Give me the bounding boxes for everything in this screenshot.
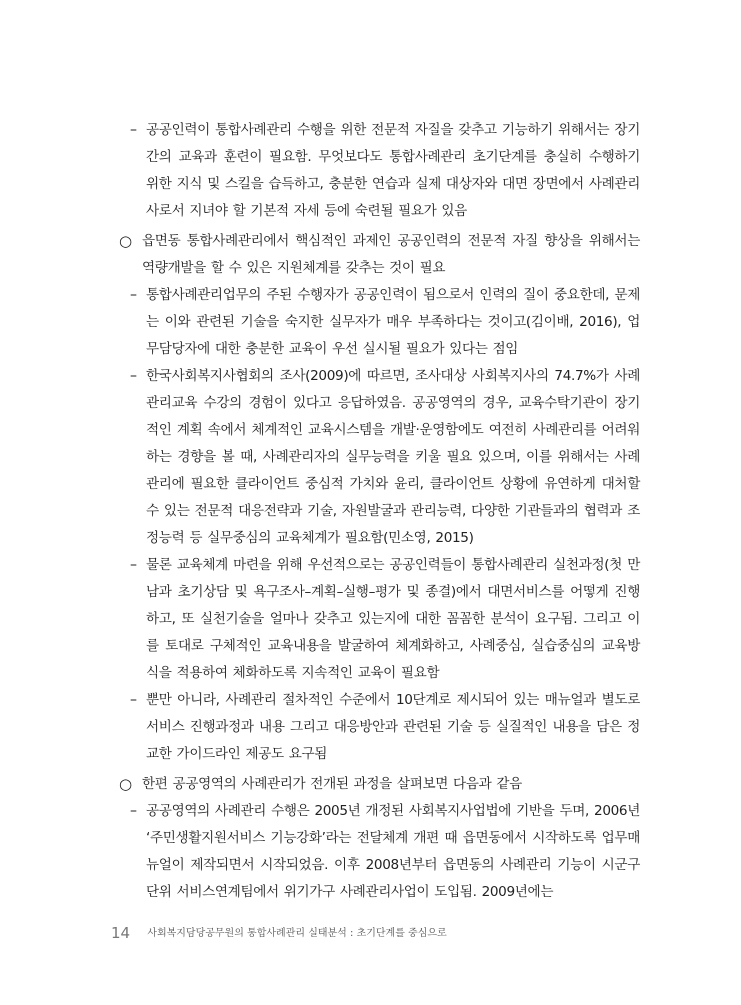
circle-bullet: ○	[119, 232, 133, 250]
paragraph-text: 공공인력이 통합사례관리 수행을 위한 전문적 자질을 갖추고 기능하기 위해서는 장기간의 교육과 훈련이 필요함. 무엇보다도 통합사례관리 초기단계를 충실히 수행하기 위한 지식 및 스킬을 습득하고, 충분한 연습과 실제 대상자와 대면 장면에서 사례관리사로서 지녀야 할 기본적 자세 등에 숙련될 필요가 있음	[146, 122, 640, 219]
dash-bullet: –	[130, 803, 137, 819]
dash-paragraph-1	[120, 117, 640, 225]
dash-bullet: –	[130, 368, 137, 384]
dash-bullet: –	[130, 122, 137, 138]
circle-paragraph-1	[120, 228, 640, 282]
dash-paragraph-3	[120, 363, 640, 552]
paragraph-text: 한국사회복지사협회의 조사(2009)에 따르면, 조사대상 사회복지사의 74.7%가 사례관리교육 수강의 경험이 있다고 응답하였음. 공공영역의 경우, 교육수탁기관이 장기적인 계획 속에서 체계적인 교육시스템을 개발·운영함에도 여전히 사례관리를 어려워하는 경향을 볼 때, 사례관리자의 실무능력을 키울 필요 있으며, 이를 위해서는 사례관리에 필요한 클라이언트 중심적 가치와 윤리, 클라이언트 상황에 유연하게 대처할 수 있는 전문적 대응전략과 기술, 자원발굴과 관리능력, 다양한 기관들과의 협력과 조정능력 등 실무중심의 교육체계가 필요함(민소영, 2015)	[146, 368, 640, 546]
running-title: 사회복지담당공무원의 통합사례관리 실태분석 : 초기단계를 중심으로	[147, 928, 447, 939]
page-footer	[111, 924, 447, 942]
dash-bullet: –	[130, 557, 137, 573]
paragraph-text: 통합사례관리업무의 주된 수행자가 공공인력이 됨으로서 인력의 질이 중요한데, 문제는 이와 관련된 기술을 숙지한 실무자가 매우 부족하다는 것이고(김이배, 2016), 업무담당자에 대한 충분한 교육이 우선 실시될 필요가 있다는 점임	[146, 287, 640, 357]
document-body	[120, 117, 640, 906]
paragraph-text: 읍면동 통합사례관리에서 핵심적인 과제인 공공인력의 전문적 자질 향상을 위해서는 역량개발을 할 수 있은 지원체계를 갖추는 것이 필요	[142, 233, 640, 276]
circle-paragraph-2	[120, 771, 640, 798]
paragraph-text: 물론 교육체계 마련을 위해 우선적으로는 공공인력들이 통합사례관리 실천과정(첫 만남과 초기상담 및 욕구조사–계획–실행–평가 및 종결)에서 대면서비스를 어떻게 진행하고, 또 실천기술을 얼마나 갖추고 있는지에 대한 꼼꼼한 분석이 요구됨. 그리고 이를 토대로 구체적인 교육내용을 발굴하여 체계화하고, 사례중심, 실습중심의 교육방식을 적용하여 체화하도록 지속적인 교육이 필요함	[146, 557, 640, 681]
paragraph-text: 뿐만 아니라, 사례관리 절차적인 수준에서 10단계로 제시되어 있는 매뉴얼과 별도로 서비스 진행과정과 내용 그리고 대응방안과 관련된 기술 등 실질적인 내용을 담은 정교한 가이드라인 제공도 요구됨	[146, 692, 640, 762]
dash-paragraph-2	[120, 282, 640, 363]
circle-bullet: ○	[119, 775, 133, 793]
paragraph-text: 한편 공공영역의 사례관리가 전개된 과정을 살펴보면 다음과 같음	[142, 776, 522, 792]
paragraph-text: 공공영역의 사례관리 수행은 2005년 개정된 사회복지사업법에 기반을 두며, 2006년 ‘주민생활지원서비스 기능강화’라는 전달체계 개편 때 읍면동에서 시작하도록 업무매뉴얼이 제작되면서 시작되었음. 이후 2008년부터 읍면동의 사례관리 기능이 시군구 단위 서비스연계팀에서 위기가구 사례관리사업이 도입됨. 2009년에는	[146, 803, 640, 900]
page-number: 14	[111, 924, 131, 942]
dash-bullet: –	[130, 692, 137, 708]
dash-bullet: –	[130, 287, 137, 303]
dash-paragraph-4	[120, 552, 640, 687]
dash-paragraph-6	[120, 798, 640, 906]
dash-paragraph-5	[120, 687, 640, 768]
